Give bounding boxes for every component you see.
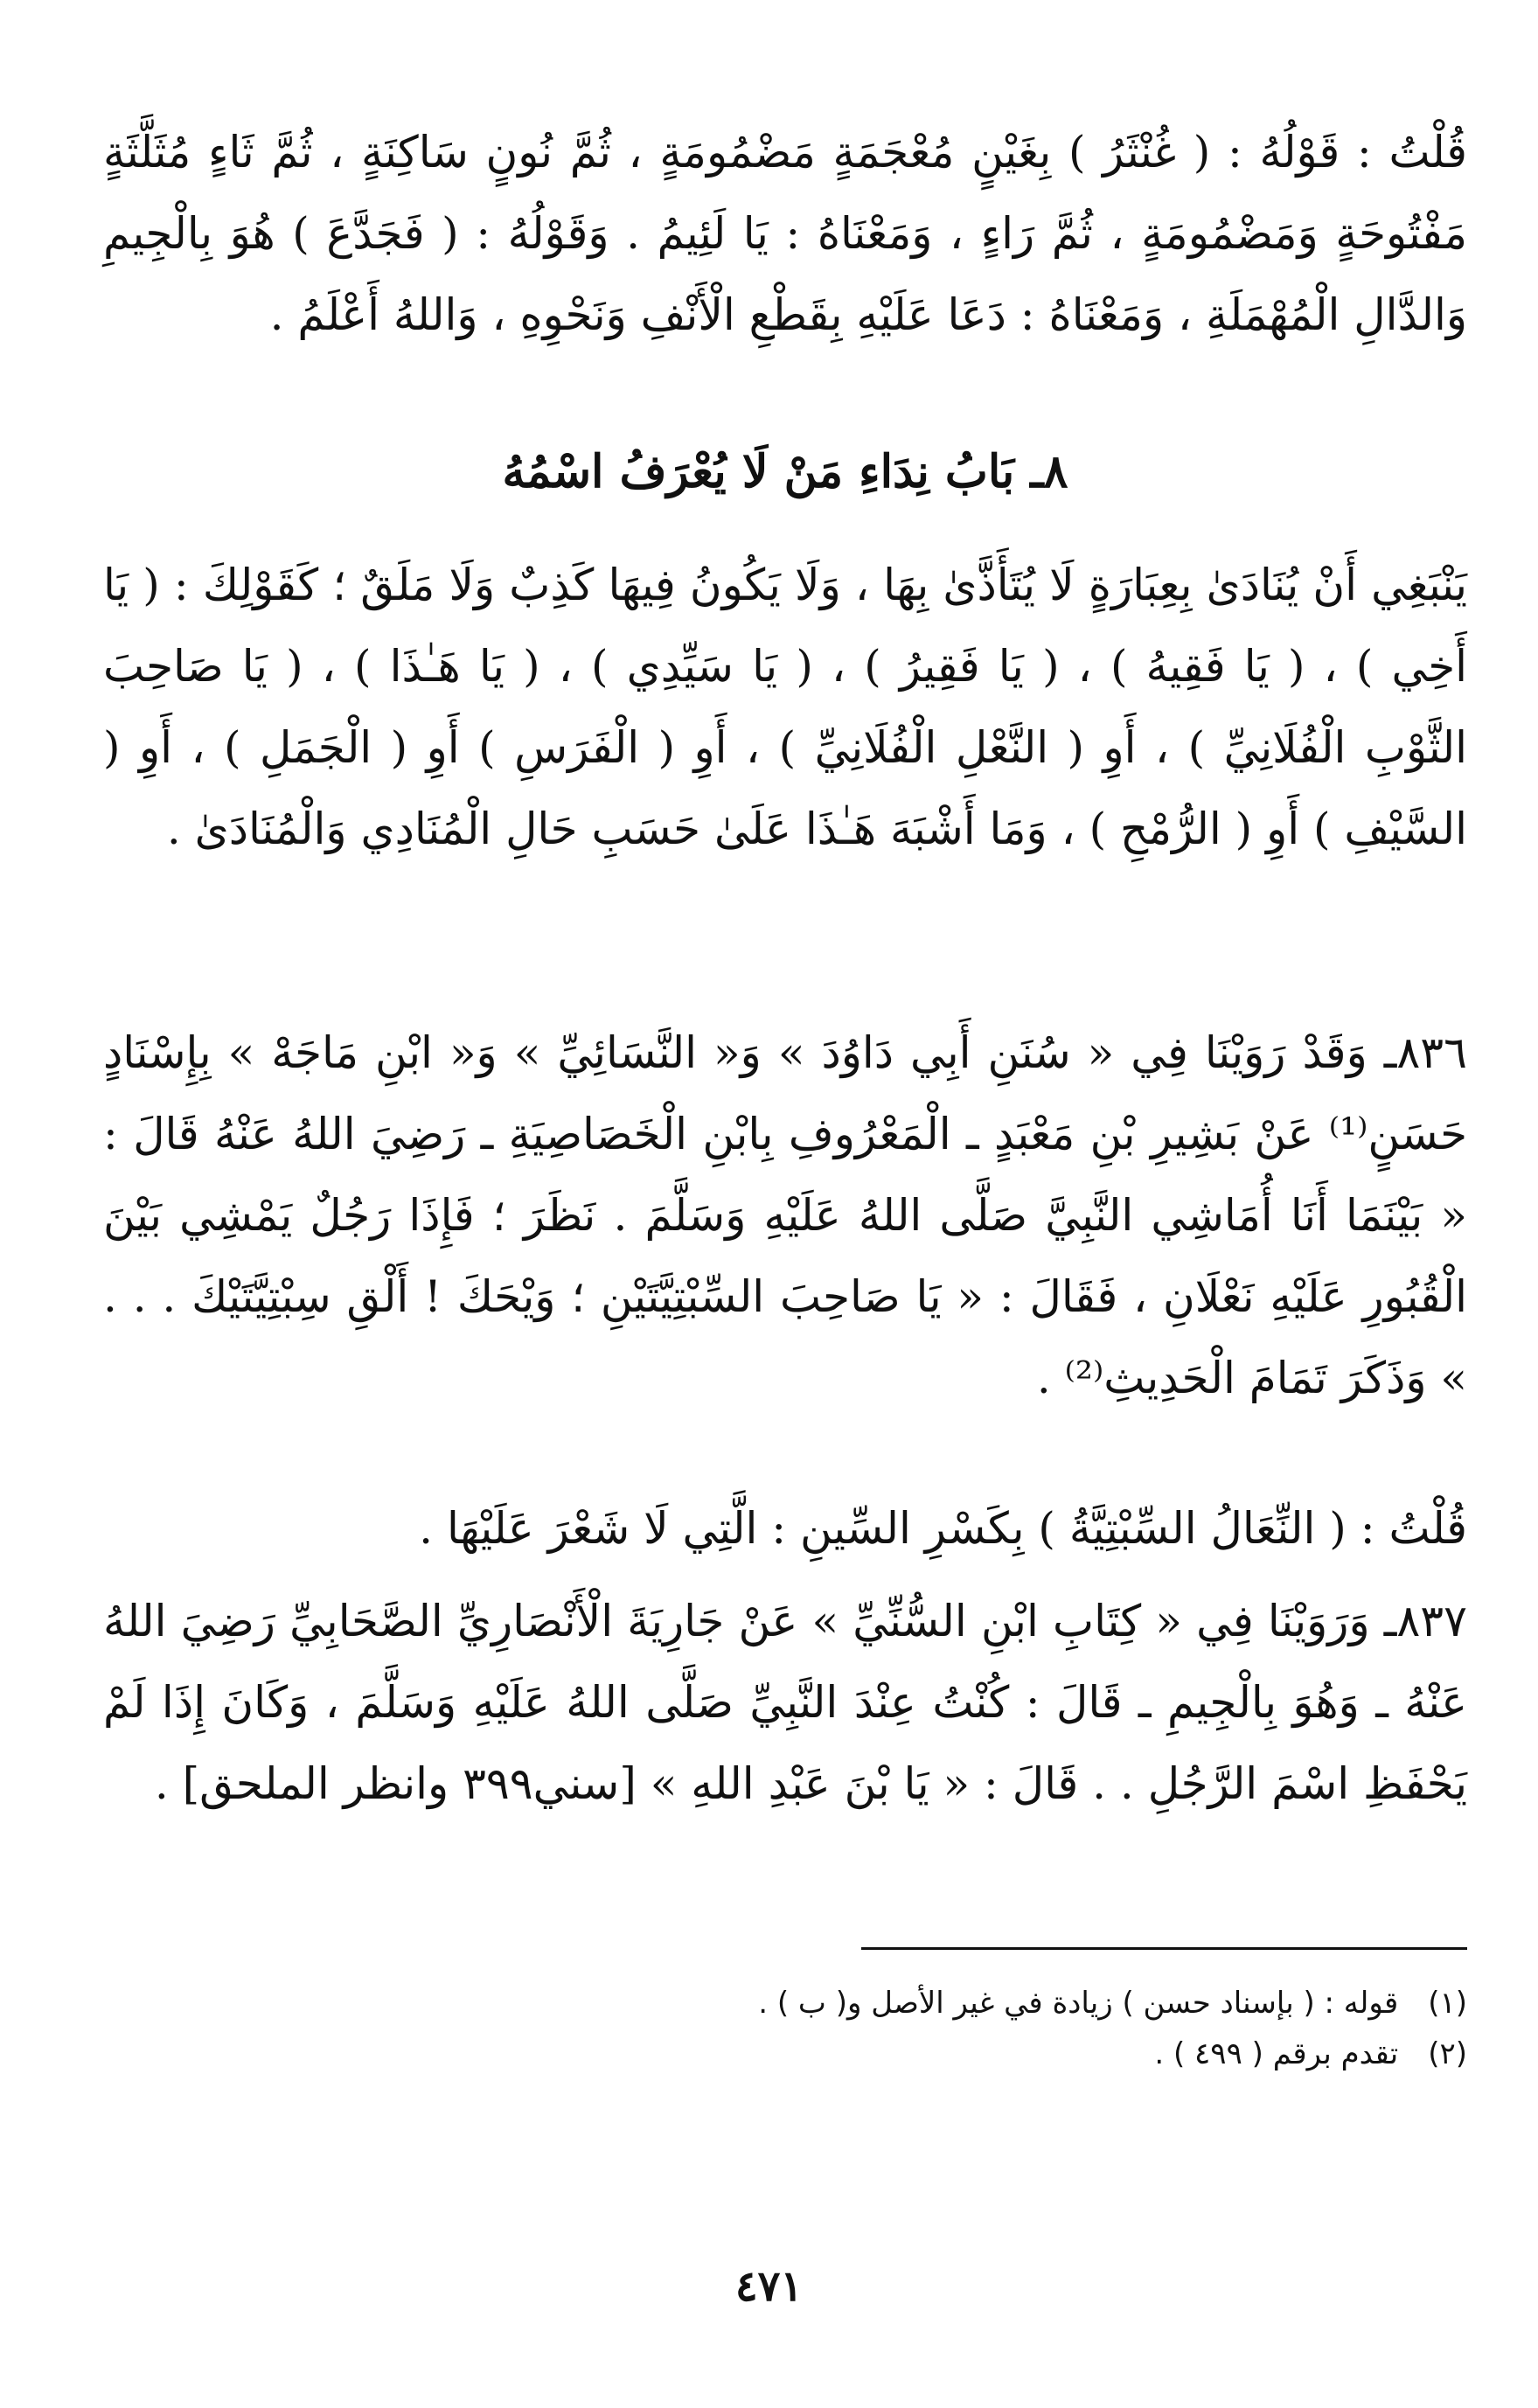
paragraph-text: يَنْبَغِي أَنْ يُنَادَىٰ بِعِبَارَةٍ لَا يُتَأَذَّىٰ بِهَا ، وَلَا يَكُونُ فِيهَا كَذِبٌ وَلَا مَلَقٌ ؛ كَقَوْلِكَ : ( يَا أَخِي ) ، ( يَا فَقِيهُ ) ، ( يَا فَقِيرُ ) ، ( يَا سَيِّدِي ) ، ( يَا هَـٰذَا ) ، ( يَا صَاحِبَ الثَّوْبِ الْفُلَانِيِّ ) ، أَوِ ( النَّعْلِ الْفُلَانِيِّ ) ، أَوِ ( الْفَرَسِ ) أَوِ ( الْجَمَلِ ) ، أَوِ ( السَّيْفِ ) أَوِ ( الرُّمْحِ ) ، وَمَا أَشْبَهَ هَـٰذَا عَلَىٰ حَسَبِ حَالِ الْمُنَادِي وَالْمُنَادَىٰ . xyxy=(103,560,1467,854)
hadith-836-paragraph xyxy=(103,1013,1467,1419)
hadith-837-paragraph xyxy=(103,1581,1467,1825)
footnote-item xyxy=(103,2029,1467,2079)
footnotes-section xyxy=(103,1978,1467,2079)
chapter-intro-paragraph xyxy=(103,545,1467,870)
chapter-heading: ٨ـ بَابُ نِدَاءِ مَنْ لَا يُعْرَفُ اسْمُهُ xyxy=(502,445,1068,498)
footnote-number: (١) xyxy=(1428,1986,1467,2021)
footnote-text: تقدم برقم ( ٤٩٩ ) . xyxy=(1154,2036,1399,2071)
footnote-number: (٢) xyxy=(1428,2036,1467,2071)
footnote-item xyxy=(103,1978,1467,2029)
note-paragraph xyxy=(103,1488,1467,1569)
page-number: ٤٧١ xyxy=(734,2262,804,2311)
commentary-paragraph xyxy=(103,112,1467,356)
footnote-divider xyxy=(861,1947,1467,1950)
paragraph-text: ٨٣٧ـ وَرَوَيْنَا فِي « كِتَابِ ابْنِ السُّنِّيِّ » عَنْ جَارِيَةَ الْأَنْصَارِيِّ الصَّحَابِيِّ رَضِيَ اللهُ عَنْهُ ـ وَهُوَ بِالْجِيمِ ـ قَالَ : كُنْتُ عِنْدَ النَّبِيِّ صَلَّى اللهُ عَلَيْهِ وَسَلَّمَ ، وَكَانَ إِذَا لَمْ يَحْفَظِ اسْمَ الرَّجُلِ . . قَالَ : « يَا بْنَ عَبْدِ اللهِ » [سني٣٩٩ وانظر الملحق] . xyxy=(103,1596,1467,1809)
footnote-text: قوله : ( بإسناد حسن ) زيادة في غير الأصل و( ب ) . xyxy=(758,1986,1399,2021)
paragraph-text: ٨٣٦ـ وَقَدْ رَوَيْنَا فِي « سُنَنِ أَبِي دَاوُدَ » وَ« النَّسَائِيِّ » وَ« ابْنِ مَاجَهْ » بِإِسْنَادٍ حَسَنٍ⁽¹⁾ عَنْ بَشِيرِ بْنِ مَعْبَدٍ ـ الْمَعْرُوفِ بِابْنِ الْخَصَاصِيَةِ ـ رَضِيَ اللهُ عَنْهُ قَالَ : « بَيْنَمَا أَنَا أُمَاشِي النَّبِيَّ صَلَّى اللهُ عَلَيْهِ وَسَلَّمَ . نَظَرَ ؛ فَإِذَا رَجُلٌ يَمْشِي بَيْنَ الْقُبُورِ عَلَيْهِ نَعْلَانِ ، فَقَالَ : « يَا صَاحِبَ السِّبْتِيَّتَيْنِ ؛ وَيْحَكَ ! أَلْقِ سِبْتِيَّتَيْكَ . . . » وَذَكَرَ تَمَامَ الْحَدِيثِ⁽²⁾ . xyxy=(103,1027,1467,1403)
paragraph-text: قُلْتُ : قَوْلُهُ : ( غُنْثَرُ ) بِغَيْنٍ مُعْجَمَةٍ مَضْمُومَةٍ ، ثُمَّ نُونٍ سَاكِنَةٍ ، ثُمَّ ثَاءٍ مُثَلَّثَةٍ مَفْتُوحَةٍ وَمَضْمُومَةٍ ، ثُمَّ رَاءٍ ، وَمَعْنَاهُ : يَا لَئِيمُ . وَقَوْلُهُ : ( فَجَدَّعَ ) هُوَ بِالْجِيمِ وَالدَّالِ الْمُهْمَلَةِ ، وَمَعْنَاهُ : دَعَا عَلَيْهِ بِقَطْعِ الْأَنْفِ وَنَحْوِهِ ، وَاللهُ أَعْلَمُ . xyxy=(103,127,1467,340)
paragraph-text: قُلْتُ : ( النِّعَالُ السِّبْتِيَّةُ ) بِكَسْرِ السِّينِ : الَّتِي لَا شَعْرَ عَلَيْهَا . xyxy=(419,1503,1467,1554)
